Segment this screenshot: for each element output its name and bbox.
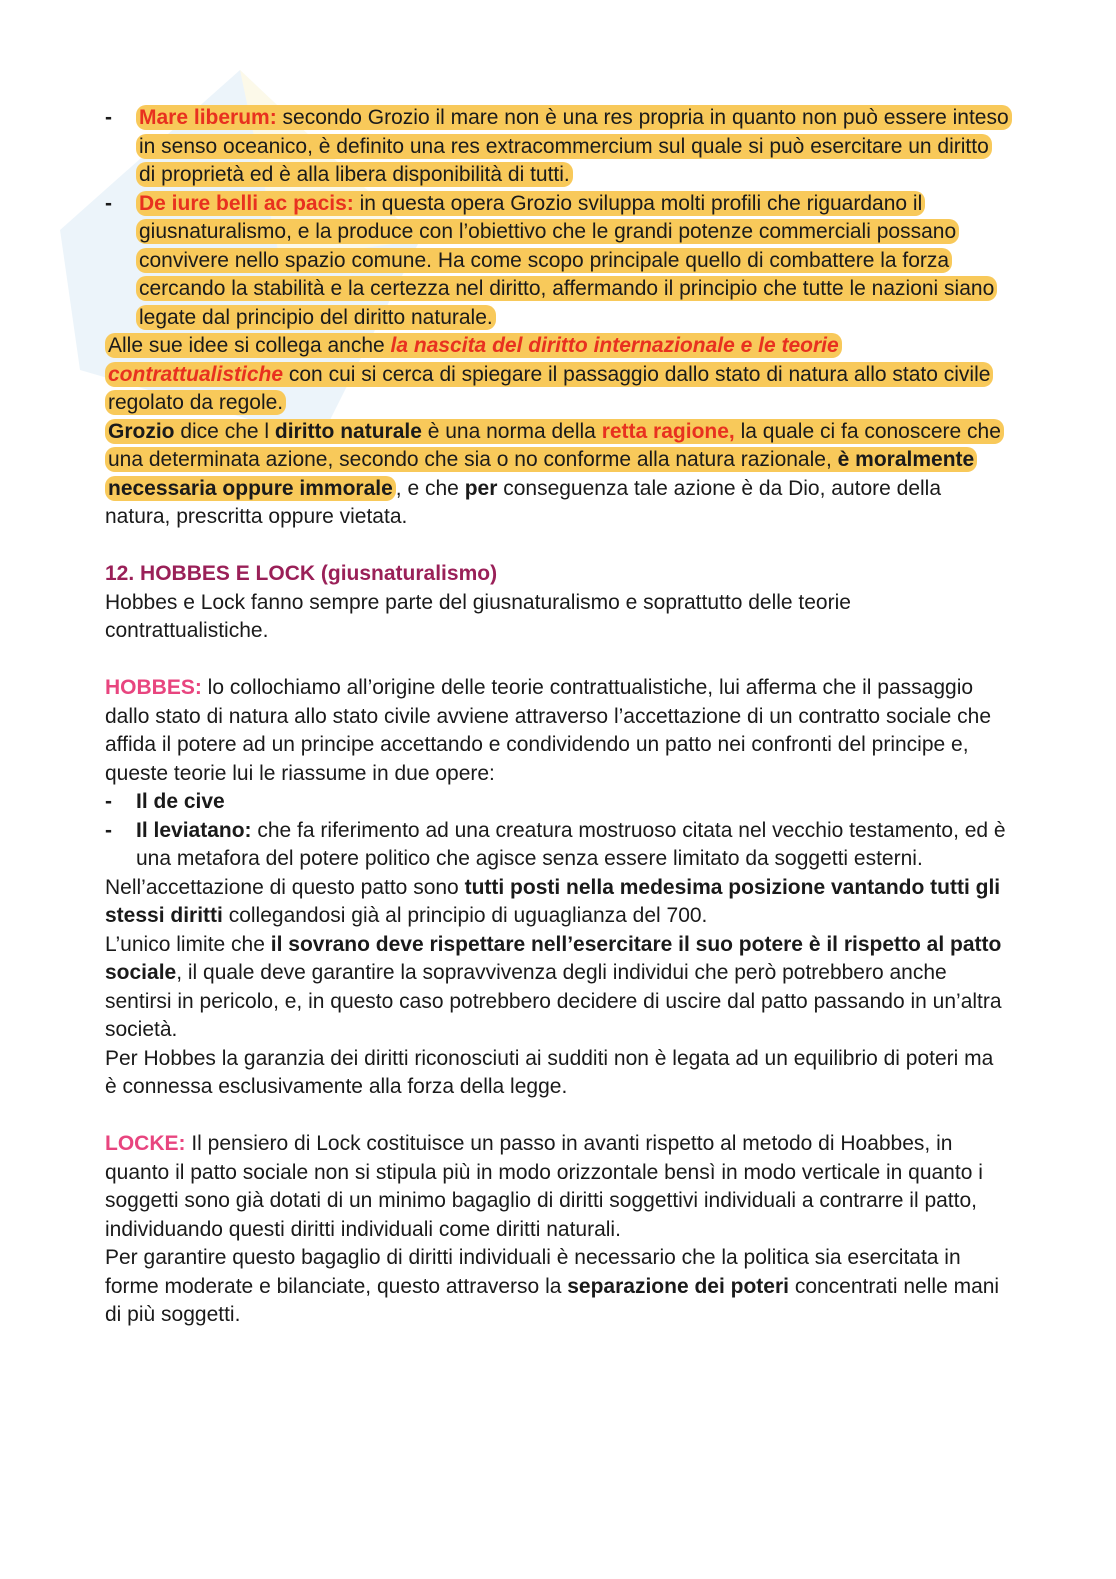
highlight [105,333,993,415]
emphasis-red: retta ragione, [601,419,735,443]
text-run: , il quale deve garantire la sopravvivenza degli individui che però potrebbero anche sentirsi in pericolo, e, in questo caso potrebbero decidere di uscire dal patto passando in un’altra società. [105,961,1002,1041]
bullet-dash: - [105,818,112,842]
grozio-works-list [105,104,1010,332]
term-description: secondo Grozio il mare non è una res propria in quanto non può essere inteso in senso oceanico, è definito una res extracommercium sul quale si può esercitare un diritto di proprietà ed è alla libera disponibilità di tutti. [139,106,1009,186]
bullet-dash: - [105,106,112,129]
label-locke: LOCKE: [105,1132,186,1155]
work-title: Il leviatano: [136,818,252,842]
paragraph-alle-sue-idee [105,332,1010,418]
paragraph-patto [105,874,1010,931]
paragraph-limite [105,931,1010,1045]
text-run: Alle sue idee si collega anche [108,334,391,357]
text-run: lo collochiamo all’origine delle teorie contrattualistiche, lui afferma che il passaggio dallo stato di natura allo stato civile avviene attraverso l’accettazione di un contratto sociale che affida il potere ad un principe accettando e condividendo un patto nei confronti del principe e, queste teorie lui le riassume in due opere: [105,676,991,785]
paragraph-garanzia: Per Hobbes la garanzia dei diritti riconosciuti ai sudditi non è legata ad un equilibrio di poteri ma è connessa esclusivamente alla forza della legge. [105,1046,994,1098]
spacer [105,1102,1010,1131]
list-item [105,104,1010,190]
section-heading: 12. HOBBES E LOCK (giusnaturalismo) [105,562,498,585]
bold-run: Grozio [108,419,175,443]
text-run: dice che l [174,419,275,443]
highlight [136,105,1012,187]
bold-run: tutti posti nella medesima posizione vantando tutti gli stessi diritti [105,875,1001,927]
bold-run: è moralmente necessaria oppure immorale [108,448,975,500]
text-run: Il pensiero di Lock costituisce un passo in avanti rispetto al metodo di Hoabbes, in quanto il patto sociale non si stipula più in modo orizzontale bensì in modo verticale in quanto i soggetti sono già dotati di un minimo bagaglio di diritti soggettivi individuali a contrarre il patto, individuando questi diritti individuali come diritti naturali. [105,1132,983,1241]
list-item [105,817,1010,874]
work-description: che fa riferimento ad una creatura mostruoso citata nel vecchio testamento, ed è una metafora del potere politico che agisce senza essere limitato da soggetti esterni. [136,818,1006,870]
text-run: collegandosi già al principio di uguaglianza del 700. [222,904,708,927]
bold-run: per [464,476,498,500]
text-run: L’unico limite che [105,932,271,956]
text-run: Per garantire questo bagaglio di diritti individuali è necessario che la politica sia esercitata in forme moderate e bilanciate, questo attraverso la [105,1246,961,1298]
spacer [105,532,1010,561]
term-description: in questa opera Grozio sviluppa molti profili che riguardano il giusnaturalismo, e la produce con l’obiettivo che le grandi potenze commerciali possano convivere nello spazio comune. Ha come scopo principale quello di combattere la forza cercando la stabilità e la certezza nel diritto, affermando il principio che tutte le nazioni siano legate dal principio del diritto naturale. [139,191,995,329]
text-run: la quale ci fa conoscere che una determinata azione, secondo che sia o no conforme alla natura razionale, [108,419,1001,471]
bold-run: diritto naturale [274,419,422,443]
hobbes-works-list [105,788,1010,874]
label-hobbes: HOBBES: [105,676,202,699]
bold-run: separazione dei poteri [567,1274,789,1298]
text-run: conseguenza tale azione è da Dio, autore della natura, prescritta oppure vietata. [105,476,942,528]
text-run: , e che [395,476,465,500]
paragraph-bagaglio [105,1244,1010,1330]
text-run: con cui si cerca di spiegare il passaggio dallo stato di natura allo stato civile regolato da regole. [108,362,991,414]
spacer [105,646,1010,675]
text-run: Nell’accettazione di questo patto sono [105,875,465,899]
text-run: è una norma della [421,419,602,443]
term-de-iure-belli: De iure belli ac pacis: [139,191,354,215]
bold-run: il sovrano deve rispettare nell’esercitare il suo potere è il rispetto al patto sociale [105,932,1002,984]
paragraph-locke [105,1130,1010,1244]
emphasis-red: la nascita del diritto internazionale e le teorie contrattualistiche [108,334,839,386]
bullet-dash: - [105,191,112,215]
term-mare-liberum: Mare liberum: [139,106,277,129]
bullet-dash: - [105,790,112,813]
work-title: Il de cive [136,790,225,813]
list-item [105,788,1010,817]
paragraph-grozio [105,418,1010,532]
highlight [136,191,997,330]
list-item [105,190,1010,333]
text-run: concentrati nelle mani di più soggetti. [105,1274,1000,1326]
paragraph-hobbes [105,674,1010,788]
paragraph-intro: Hobbes e Lock fanno sempre parte del giusnaturalismo e soprattutto delle teorie contrattualistiche. [105,590,851,642]
document-page [105,104,1010,1330]
